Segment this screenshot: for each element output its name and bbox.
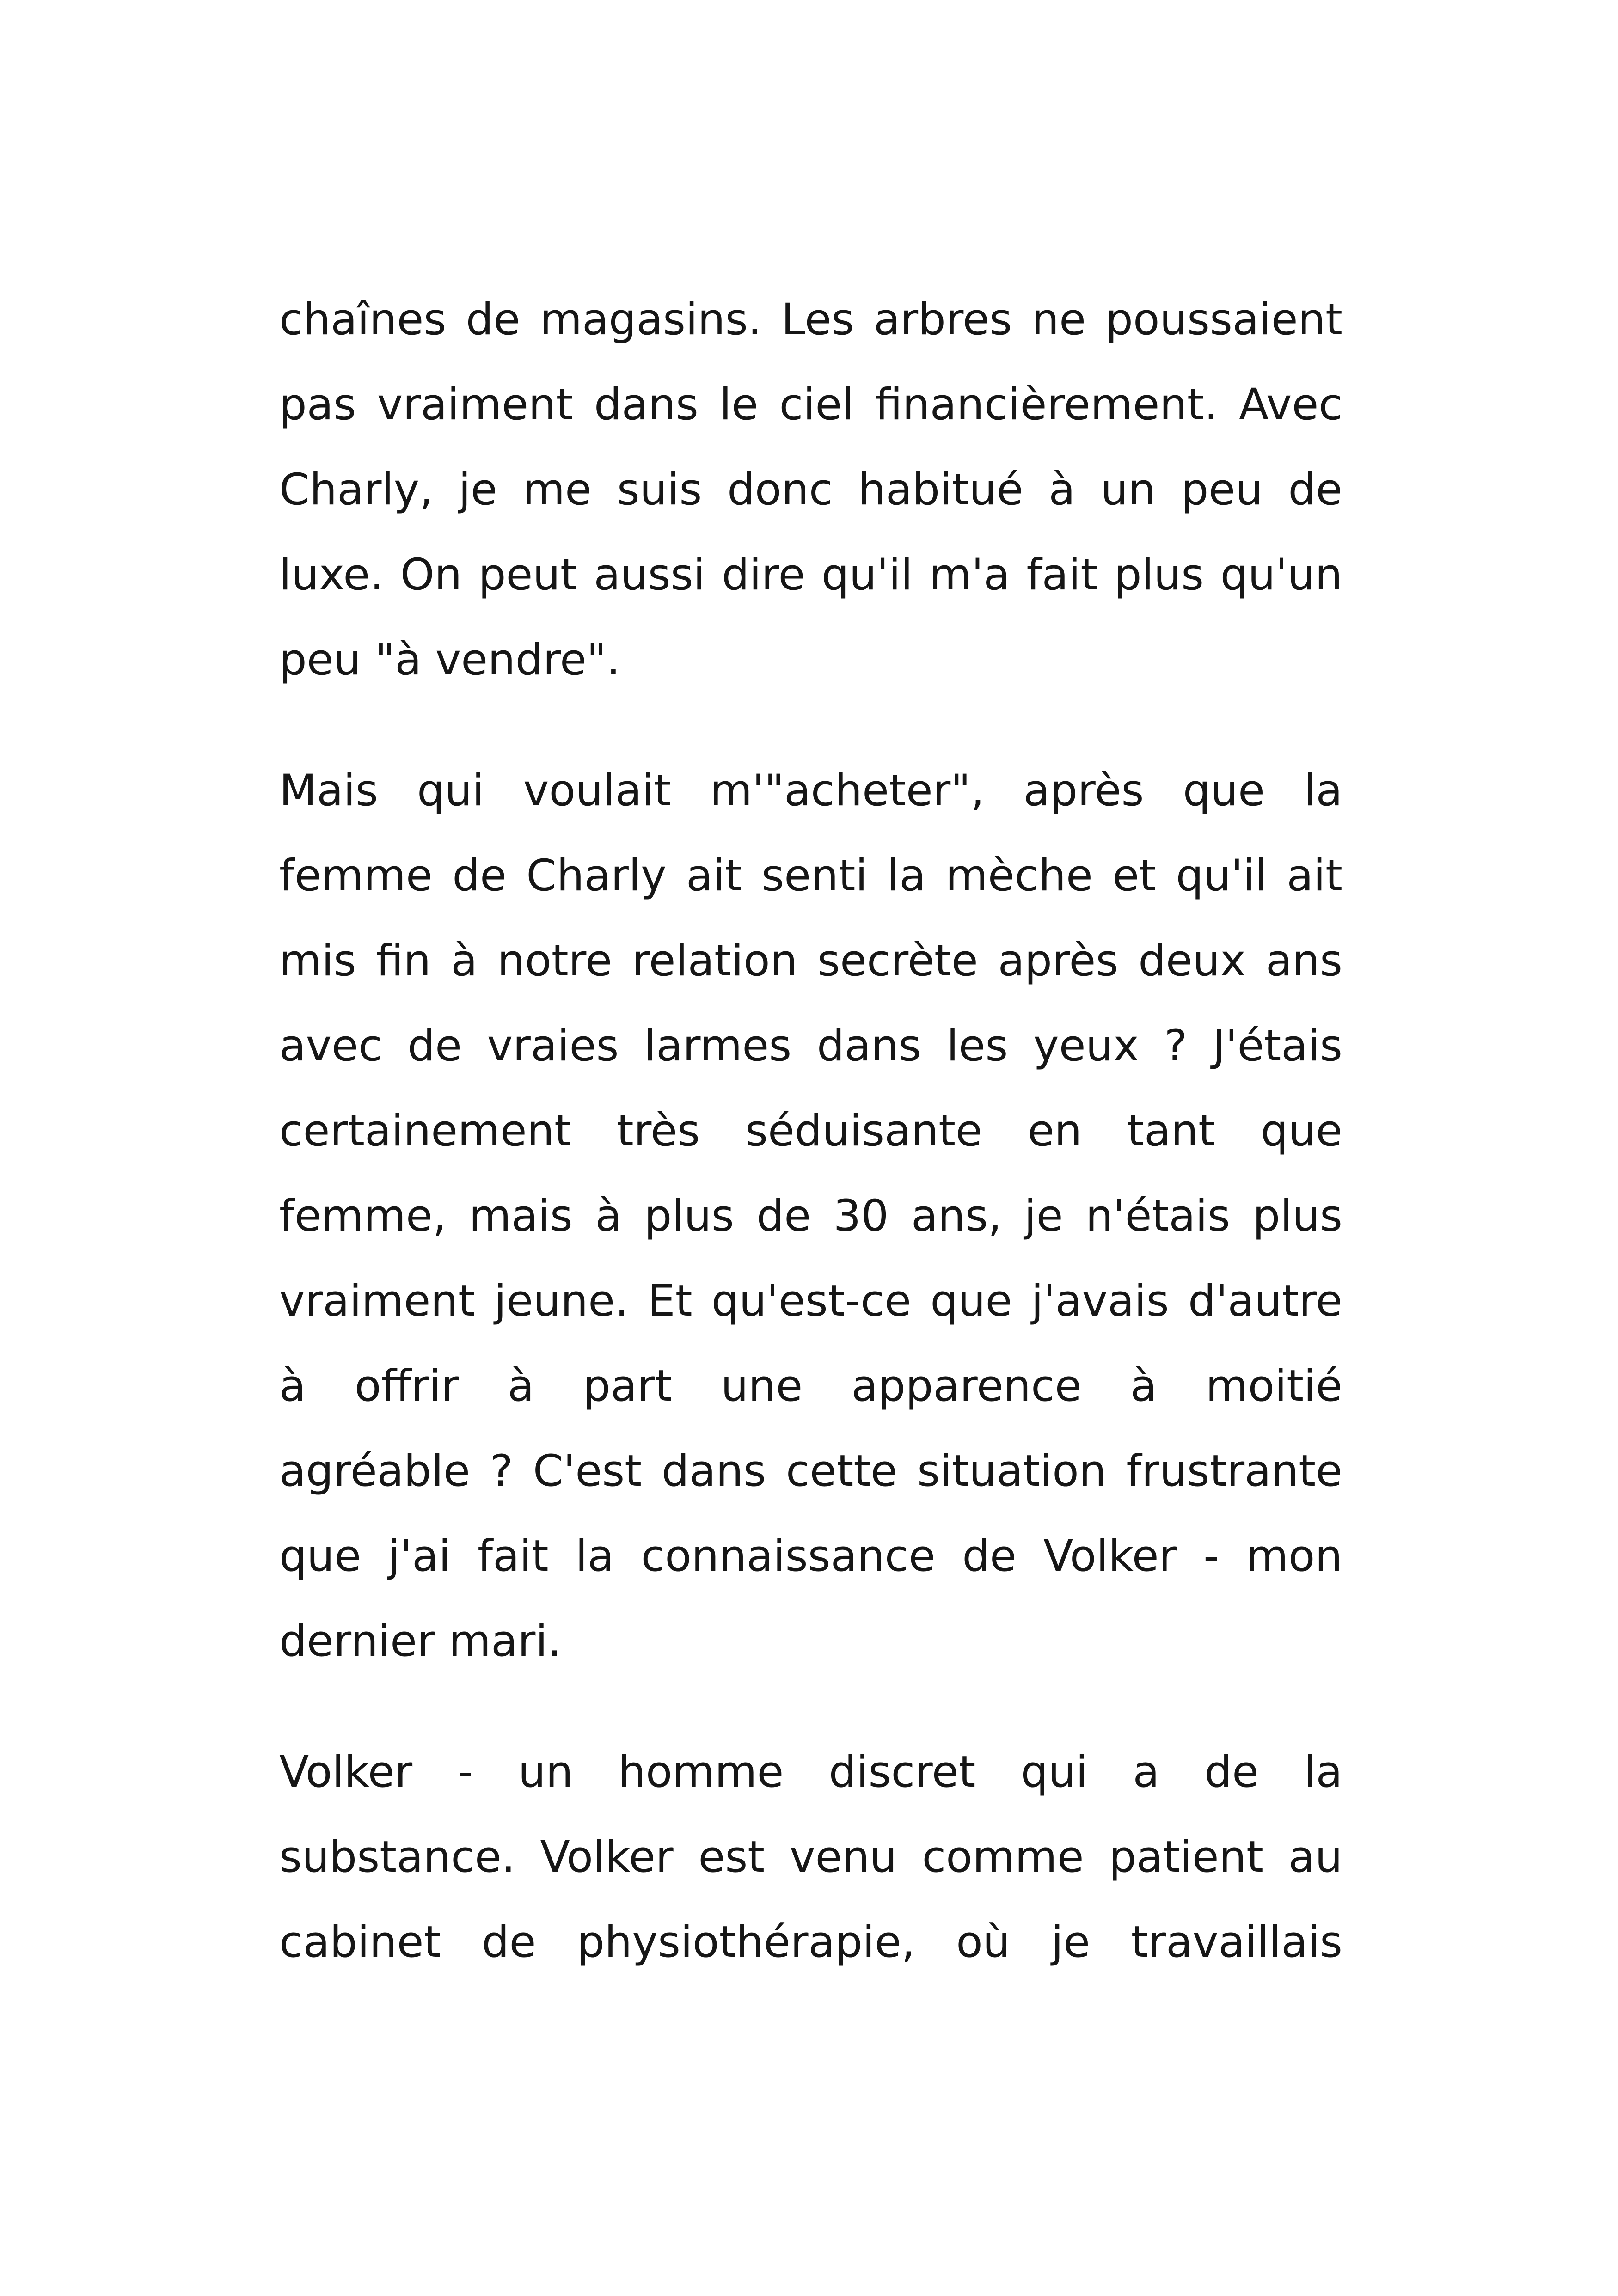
body-text bbox=[279, 277, 1342, 1985]
text-line: vraiment jeune. Et qu'est-ce que j'avais d'autre bbox=[279, 1276, 1342, 1326]
text-line: pas vraiment dans le ciel financièrement. Avec bbox=[279, 380, 1342, 430]
paragraph bbox=[279, 277, 1342, 703]
text-line: Charly, je me suis donc habitué à un peu de bbox=[279, 465, 1342, 515]
text-line: à offrir à part une apparence à moitié bbox=[279, 1361, 1342, 1411]
paragraph bbox=[279, 1730, 1342, 1985]
text-line: Mais qui voulait m'"acheter", après que la bbox=[279, 765, 1342, 816]
text-line: que j'ai fait la connaissance de Volker - mon bbox=[279, 1531, 1342, 1581]
text-line: peu "à vendre". bbox=[279, 635, 620, 685]
text-line: certainement très séduisante en tant que bbox=[279, 1106, 1342, 1156]
text-line: chaînes de magasins. Les arbres ne poussaient bbox=[279, 294, 1342, 345]
paragraph bbox=[279, 748, 1342, 1684]
text-line: femme, mais à plus de 30 ans, je n'étais plus bbox=[279, 1191, 1342, 1241]
text-line: cabinet de physiothérapie, où je travaillais bbox=[279, 1917, 1342, 1967]
text-line: agréable ? C'est dans cette situation frustrante bbox=[279, 1446, 1342, 1496]
text-line: femme de Charly ait senti la mèche et qu'il ait bbox=[279, 851, 1342, 901]
text-line: Volker - un homme discret qui a de la bbox=[279, 1747, 1342, 1797]
text-line: dernier mari. bbox=[279, 1616, 562, 1666]
text-line: luxe. On peut aussi dire qu'il m'a fait plus qu'un bbox=[279, 550, 1342, 600]
text-line: avec de vraies larmes dans les yeux ? J'étais bbox=[279, 1021, 1342, 1071]
text-line: mis fin à notre relation secrète après deux ans bbox=[279, 936, 1342, 986]
text-line: substance. Volker est venu comme patient au bbox=[279, 1832, 1342, 1882]
